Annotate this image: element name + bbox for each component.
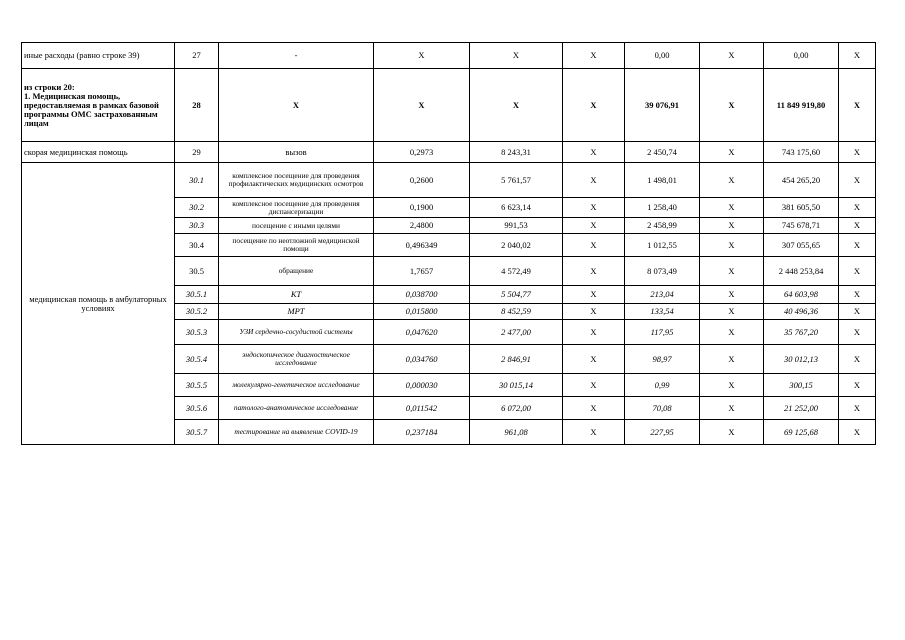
unit-cell: комплексное посещение для проведения диспансеризации [219,198,374,218]
value-cell: 0,015800 [374,304,470,320]
unit-cell: вызов [219,142,374,163]
value-cell: X [839,374,876,397]
value-cell: X [700,69,764,142]
value-cell: X [563,43,625,69]
value-cell: 2 477,00 [470,320,563,345]
value-cell: 0,2600 [374,163,470,198]
financing-table [21,42,876,445]
value-cell: 0,496349 [374,234,470,257]
value-cell: X [700,304,764,320]
value-cell: X [839,257,876,286]
value-cell: 98,97 [625,345,700,374]
value-cell: 2 458,99 [625,218,700,234]
value-cell: X [700,420,764,445]
value-cell: X [700,234,764,257]
value-cell: X [563,163,625,198]
row-number: 30.5 [175,257,219,286]
value-cell: 5 504,77 [470,286,563,304]
value-cell: X [839,304,876,320]
value-cell: 743 175,60 [764,142,839,163]
value-cell: X [563,198,625,218]
row-number: 30.5.4 [175,345,219,374]
value-cell: X [563,304,625,320]
value-cell: 2 448 253,84 [764,257,839,286]
value-cell: 0,2973 [374,142,470,163]
value-cell: 0,00 [764,43,839,69]
value-cell: X [700,43,764,69]
row-number: 30.1 [175,163,219,198]
row-name: иные расходы (равно строке 39) [22,43,175,69]
row-name: из строки 20: 1. Медицинская помощь, предоставляемая в рамках базовой программы ОМС застрахованным лицам [22,69,175,142]
unit-cell: комплексное посещение для проведения профилактических медицинских осмотров [219,163,374,198]
value-cell: 30 012,13 [764,345,839,374]
value-cell: X [700,163,764,198]
unit-cell: посещение с иными целями [219,218,374,234]
value-cell: 5 761,57 [470,163,563,198]
value-cell: X [563,142,625,163]
value-cell: 69 125,68 [764,420,839,445]
value-cell: X [700,320,764,345]
value-cell: 2 040,02 [470,234,563,257]
value-cell: X [563,374,625,397]
value-cell: 454 265,20 [764,163,839,198]
unit-cell: молекулярно-генетическое исследование [219,374,374,397]
value-cell: X [563,397,625,420]
value-cell: X [470,43,563,69]
value-cell: X [563,69,625,142]
value-cell: X [563,257,625,286]
unit-cell: КТ [219,286,374,304]
value-cell: 11 849 919,80 [764,69,839,142]
value-cell: 21 252,00 [764,397,839,420]
group-name: медицинская помощь в амбулаторных условиях [22,163,175,445]
value-cell: 8 073,49 [625,257,700,286]
table-row [22,142,876,163]
value-cell: X [839,43,876,69]
table-row [22,69,876,142]
row-number: 27 [175,43,219,69]
value-cell: 2,4800 [374,218,470,234]
value-cell: 0,000030 [374,374,470,397]
value-cell: 0,99 [625,374,700,397]
value-cell: 70,08 [625,397,700,420]
value-cell: 117,95 [625,320,700,345]
value-cell: 213,04 [625,286,700,304]
unit-cell: - [219,43,374,69]
value-cell: X [563,345,625,374]
value-cell: 961,08 [470,420,563,445]
row-number: 30.5.2 [175,304,219,320]
value-cell: 0,237184 [374,420,470,445]
value-cell: 300,15 [764,374,839,397]
unit-cell: УЗИ сердечно-сосудистой системы [219,320,374,345]
value-cell: 0,038700 [374,286,470,304]
value-cell: X [374,69,470,142]
unit-cell: МРТ [219,304,374,320]
value-cell: 6 623,14 [470,198,563,218]
value-cell: X [839,320,876,345]
value-cell: 0,011542 [374,397,470,420]
value-cell: X [839,163,876,198]
unit-cell: посещение по неотложной медицинской помощи [219,234,374,257]
value-cell: X [700,374,764,397]
value-cell: X [839,345,876,374]
value-cell: 133,54 [625,304,700,320]
unit-cell: тестирование на выявление COVID-19 [219,420,374,445]
row-number: 30.4 [175,234,219,257]
row-number: 30.5.7 [175,420,219,445]
unit-cell: патолого-анатомическое исследование [219,397,374,420]
value-cell: X [839,234,876,257]
row-number: 28 [175,69,219,142]
value-cell: X [700,142,764,163]
value-cell: 2 846,91 [470,345,563,374]
row-name: скорая медицинская помощь [22,142,175,163]
row-number: 29 [175,142,219,163]
value-cell: X [700,397,764,420]
value-cell: 381 605,50 [764,198,839,218]
value-cell: X [563,286,625,304]
unit-cell: эндоскопическое диагностическое исследование [219,345,374,374]
unit-cell: X [219,69,374,142]
value-cell: X [700,257,764,286]
value-cell: X [470,69,563,142]
value-cell: 8 243,31 [470,142,563,163]
table-row [22,43,876,69]
value-cell: X [563,218,625,234]
value-cell: 227,95 [625,420,700,445]
value-cell: X [700,198,764,218]
value-cell: 8 452,59 [470,304,563,320]
value-cell: X [700,286,764,304]
row-number: 30.5.3 [175,320,219,345]
value-cell: X [839,69,876,142]
table-row [22,163,876,198]
value-cell: X [839,218,876,234]
value-cell: 0,00 [625,43,700,69]
value-cell: X [374,43,470,69]
value-cell: X [839,397,876,420]
value-cell: 40 496,36 [764,304,839,320]
value-cell: 2 450,74 [625,142,700,163]
value-cell: 0,047620 [374,320,470,345]
value-cell: X [563,320,625,345]
value-cell: 1 498,01 [625,163,700,198]
value-cell: 64 603,98 [764,286,839,304]
value-cell: X [563,420,625,445]
value-cell: 4 572,49 [470,257,563,286]
value-cell: X [839,142,876,163]
value-cell: X [700,345,764,374]
value-cell: X [839,420,876,445]
value-cell: 1 258,40 [625,198,700,218]
row-number: 30.2 [175,198,219,218]
row-number: 30.5.5 [175,374,219,397]
value-cell: 0,034760 [374,345,470,374]
value-cell: 6 072,00 [470,397,563,420]
row-number: 30.5.1 [175,286,219,304]
value-cell: 1,7657 [374,257,470,286]
value-cell: 35 767,20 [764,320,839,345]
value-cell: 1 012,55 [625,234,700,257]
row-number: 30.3 [175,218,219,234]
value-cell: 39 076,91 [625,69,700,142]
value-cell: X [839,198,876,218]
value-cell: X [563,234,625,257]
value-cell: 745 678,71 [764,218,839,234]
value-cell: 0,1900 [374,198,470,218]
value-cell: 991,53 [470,218,563,234]
row-number: 30.5.6 [175,397,219,420]
value-cell: 30 015,14 [470,374,563,397]
unit-cell: обращение [219,257,374,286]
value-cell: X [839,286,876,304]
value-cell: X [700,218,764,234]
value-cell: 307 055,65 [764,234,839,257]
